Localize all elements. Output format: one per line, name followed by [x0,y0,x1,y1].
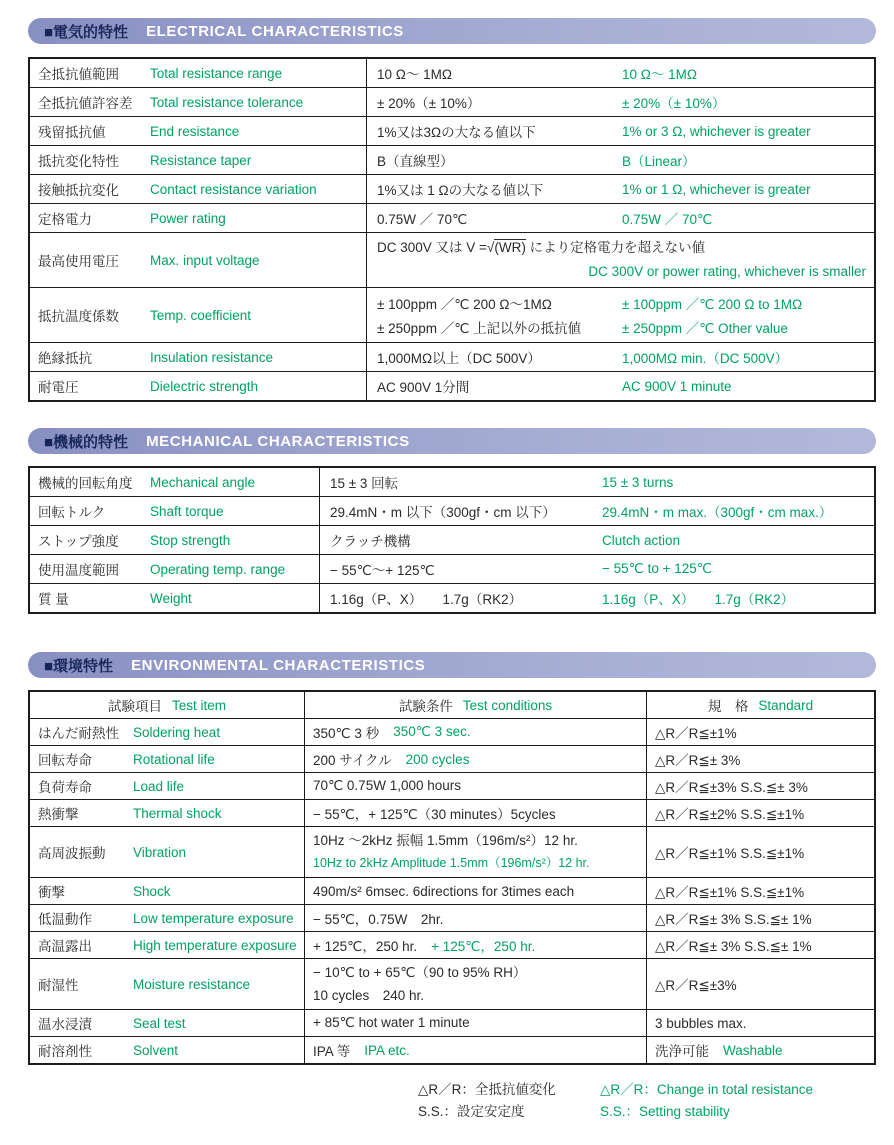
value-jp: B（直線型） [377,154,454,169]
cond-line-1: − 10℃ to + 65℃（90 to 95% RH） [313,965,527,980]
value-jp: 1%又は3Ωの大なる値以下 [377,125,536,140]
section-title-en: ELECTRICAL CHARACTERISTICS [146,22,404,40]
value-jp: ± 100ppm ／℃ 200 Ω〜1MΩ [377,297,552,312]
row-value [367,59,874,87]
section-header-electrical [28,18,876,44]
table-row [30,496,874,525]
label-en: Shaft torque [150,503,224,519]
item-jp: 回転寿命 [38,753,92,768]
test-conditions [305,1010,647,1036]
cond-en: IPA etc. [364,1042,410,1058]
item-en: Load life [133,778,185,794]
std-jp: 洗浄可能 [655,1044,709,1059]
table-row [30,1036,874,1063]
label-jp: 抵抗変化特性 [38,154,119,169]
label-jp: 絶縁抵抗 [38,351,92,366]
section-header-mechanical [28,428,876,454]
standard [647,827,874,877]
value-jp [367,236,874,260]
item-jp: 低温動作 [38,912,92,927]
row-value [367,372,874,400]
row-label [30,146,367,174]
test-conditions [305,719,647,745]
label-en: Weight [150,590,192,606]
cond-jp: − 55℃，0.75W 2hr. [313,912,444,927]
item-en: Low temperature exposure [133,910,294,926]
value-en: 29.4mN・m max.（300gf・cm max.） [602,505,833,520]
table-row [30,145,874,174]
label-en: Insulation resistance [150,349,274,365]
label-jp: 機械的回転角度 [38,476,133,491]
value-jp: AC 900V 1分間 [377,380,470,395]
label-jp: 全抵抗値許容差 [38,96,133,111]
row-label [30,526,320,554]
value-jp: クラッチ機構 [330,534,411,549]
table-row [30,116,874,145]
label-en: Dielectric strength [150,378,259,394]
test-item [30,878,305,904]
item-jp: 高周波振動 [38,846,106,861]
value-jp: 29.4mN・m 以下（300gf・cm 以下） [330,505,556,520]
row-value [367,146,874,174]
column-header-standard [647,692,874,718]
row-value [367,288,874,342]
test-item [30,959,305,1009]
label-en: Resistance taper [150,152,252,168]
label-jp: 回転トルク [38,505,106,520]
electrical-characteristics-table [28,57,876,402]
test-item [30,1010,305,1036]
test-item [30,932,305,958]
table-row [30,174,874,203]
value-jp: ± 20%（± 10%） [377,96,481,111]
std-en: Washable [723,1042,783,1058]
section-title-jp: ■電気的特性 [44,23,129,41]
row-value [320,584,874,612]
test-item [30,746,305,772]
standard [647,746,874,772]
row-label [30,233,367,287]
row-label [30,59,367,87]
cond-jp: + 85℃ hot water 1 minute [313,1015,470,1030]
item-en: Soldering heat [133,724,221,740]
cond-jp: 70℃ 0.75W 1,000 hours [313,778,461,793]
cond-en: 200 cycles [405,751,470,767]
table-row [30,1009,874,1036]
row-value [367,175,874,203]
table-row [30,877,874,904]
value-en: B（Linear） [622,154,696,169]
note-en: △R／R：Change in total resistance [600,1082,813,1097]
table-row [30,931,874,958]
row-value [367,117,874,145]
item-en: Rotational life [133,751,215,767]
label-en: Mechanical angle [150,474,256,490]
table-row [30,87,874,116]
note-jp: S.S.：設定安定度 [418,1104,525,1119]
standard [647,719,874,745]
std-value: △R／R≦±3% [655,978,737,993]
row-label [30,117,367,145]
cond-jp: 350℃ 3 秒 [313,726,380,741]
std-value: △R／R≦± 3% S.S.≦± 1% [655,939,812,954]
row-label [30,88,367,116]
test-item [30,905,305,931]
mechanical-characteristics-table [28,466,876,614]
value-en: 1% or 3 Ω, whichever is greater [622,123,811,139]
row-label [30,555,320,583]
section-header-environmental [28,652,876,678]
label-jp: 最高使用電圧 [38,254,119,269]
table-header-row [30,692,874,718]
test-conditions [305,746,647,772]
label-en: Max. input voltage [150,252,260,268]
standard [647,878,874,904]
test-conditions [305,1037,647,1063]
item-en: Moisture resistance [133,976,251,992]
item-jp: はんだ耐熱性 [38,726,119,741]
table-row [30,59,874,87]
cond-en: 350℃ 3 sec. [393,724,471,739]
value-en: DC 300V or power rating, whichever is smaller [588,264,866,279]
label-jp: 残留抵抗値 [38,125,106,140]
note-en: S.S.：Setting stability [600,1104,730,1119]
test-item [30,827,305,877]
value-en: − 55℃ to + 125℃ [602,561,712,576]
value-en: Clutch action [602,532,681,548]
item-jp: 高温露出 [38,939,92,954]
value-jp-suffix: により定格電力を超えない値 [525,240,706,255]
test-item [30,719,305,745]
value-en: 10 Ω〜 1MΩ [622,67,697,82]
item-en: Thermal shock [133,805,222,821]
value-en: AC 900V 1 minute [622,378,732,394]
item-jp: 衝撃 [38,885,65,900]
test-conditions [305,878,647,904]
standard [647,932,874,958]
value-en: 1% or 1 Ω, whichever is greater [622,181,811,197]
value-jp: 15 ± 3 回転 [330,476,399,491]
table-row [30,718,874,745]
standard [647,959,874,1009]
std-jp: 3 bubbles max. [655,1015,747,1031]
table-row [30,772,874,799]
value-jp: 0.75W ／ 70℃ [377,212,468,227]
label-jp: 耐電圧 [38,380,79,395]
environmental-characteristics-table [28,690,876,1065]
cond-jp: 10Hz 〜2kHz 振幅 1.5mm（196m/s²）12 hr. [313,833,578,848]
label-jp: 接触抵抗変化 [38,183,119,198]
row-label [30,288,367,342]
test-conditions [305,959,647,1009]
cond-en: 10Hz to 2kHz Amplitude 1.5mm（196m/s²）12 hr. [313,856,590,870]
row-value [320,468,874,496]
note-line [418,1099,894,1121]
header-en: Test conditions [462,697,553,713]
value-jp: − 55℃〜+ 125℃ [330,563,435,578]
std-value: △R／R≦±2% S.S.≦±1% [655,807,805,822]
value-en: ± 20%（± 10%） [622,96,726,111]
item-jp: 温水浸漬 [38,1017,92,1032]
item-en: Solvent [133,1042,179,1058]
row-label [30,372,367,400]
row-value [367,204,874,232]
label-jp: 抵抗温度係数 [38,309,119,324]
value-en: 0.75W ／ 70℃ [622,212,713,227]
row-label [30,204,367,232]
note-line [418,1077,894,1099]
cond-jp: 490m/s² 6msec. 6directions for 3times each [313,883,575,899]
row-value [367,233,874,287]
row-value [320,555,874,583]
header-jp: 規 格 [707,699,749,714]
value-jp: ± 250ppm ／℃ 上記以外の抵抗値 [377,321,582,336]
column-header-test-item [30,692,305,718]
item-jp: 負荷寿命 [38,780,92,795]
std-value: △R／R≦±1% [655,726,737,741]
label-en: Total resistance range [150,65,283,81]
row-label [30,584,320,612]
value-en: 1.16g（P、X） 1.7g（RK2） [602,592,795,607]
row-value [367,88,874,116]
table-row [30,203,874,232]
header-en: Standard [758,697,814,713]
label-en: Stop strength [150,532,231,548]
value-jp: 1%又は 1 Ωの大なる値以下 [377,183,544,198]
table-row [30,904,874,931]
row-value [320,526,874,554]
column-header-test-conditions [305,692,647,718]
cond-jp: 200 サイクル [313,753,392,768]
cond-jp: IPA 等 [313,1044,351,1059]
row-value [320,497,874,525]
test-conditions [305,932,647,958]
footer-notes [418,1077,894,1121]
test-conditions [305,800,647,826]
table-row [30,371,874,400]
item-en: Vibration [133,844,187,860]
table-row-temp-coefficient [30,287,874,342]
standard [647,1010,874,1036]
row-label [30,343,367,371]
value-en: 1,000MΩ min.（DC 500V） [622,351,789,366]
test-item [30,773,305,799]
label-jp: 使用温度範囲 [38,563,119,578]
item-jp: 耐溶剤性 [38,1044,92,1059]
item-en: Shock [133,883,171,899]
label-en: Contact resistance variation [150,181,317,197]
value-line [367,291,874,315]
value-jp-prefix: DC 300V 又は V =√ [377,240,495,255]
value-line [367,315,874,339]
cond-en: + 125℃，250 hr. [431,939,536,954]
row-label [30,468,320,496]
value-en: ± 250ppm ／℃ Other value [622,321,788,336]
table-row [30,525,874,554]
table-row [30,583,874,612]
item-en: Seal test [133,1015,186,1031]
row-label [30,497,320,525]
table-row [30,468,874,496]
section-title-en: MECHANICAL CHARACTERISTICS [146,432,410,450]
header-jp: 試験項目 [107,699,162,714]
value-jp: 1,000MΩ以上（DC 500V） [377,351,541,366]
label-en: Temp. coefficient [150,307,252,323]
value-jp: 1.16g（P、X） 1.7g（RK2） [330,592,523,607]
label-jp: 全抵抗値範囲 [38,67,119,82]
item-en: High temperature exposure [133,937,297,953]
standard [647,1037,874,1063]
std-value: △R／R≦±1% S.S.≦±1% [655,846,805,861]
std-value: △R／R≦± 3% [655,753,741,768]
standard [647,773,874,799]
test-conditions [305,827,647,877]
label-jp: 質 量 [38,592,69,607]
row-value [367,343,874,371]
value-en: ± 100ppm ／℃ 200 Ω to 1MΩ [622,297,803,312]
label-jp: 定格電力 [38,212,92,227]
section-title-jp: ■機械的特性 [44,433,129,451]
table-row [30,799,874,826]
cond-jp: + 125℃，250 hr. [313,939,418,954]
test-item [30,1037,305,1063]
label-en: Operating temp. range [150,561,286,577]
std-value: △R／R≦±1% S.S.≦±1% [655,885,805,900]
item-jp: 熱衝撃 [38,807,79,822]
value-en: 15 ± 3 turns [602,474,674,490]
table-row-max-input-voltage [30,232,874,287]
cond-line-2: 10 cycles 240 hr. [313,988,425,1003]
std-value: △R／R≦± 3% S.S.≦± 1% [655,912,812,927]
value-jp: 10 Ω〜 1MΩ [377,67,452,82]
standard [647,905,874,931]
table-row-moisture-resistance [30,958,874,1009]
table-row [30,342,874,371]
test-conditions [305,905,647,931]
item-jp: 耐湿性 [38,978,79,993]
std-value: △R／R≦±3% S.S.≦± 3% [655,780,808,795]
sqrt-radicand: (WR) [494,240,526,255]
table-row-vibration [30,826,874,877]
header-jp: 試験条件 [398,699,453,714]
standard [647,800,874,826]
note-jp: △R／R：全抵抗値変化 [418,1082,556,1097]
test-item [30,800,305,826]
row-label [30,175,367,203]
test-conditions [305,773,647,799]
label-jp: ストップ強度 [38,534,119,549]
section-title-jp: ■環境特性 [44,657,114,675]
section-title-en: ENVIRONMENTAL CHARACTERISTICS [131,656,426,674]
label-en: Power rating [150,210,226,226]
label-en: Total resistance tolerance [150,94,304,110]
table-row [30,554,874,583]
table-row [30,745,874,772]
header-en: Test item [171,697,226,713]
cond-jp: − 55℃，+ 125℃（30 minutes）5cycles [313,807,556,822]
label-en: End resistance [150,123,240,139]
